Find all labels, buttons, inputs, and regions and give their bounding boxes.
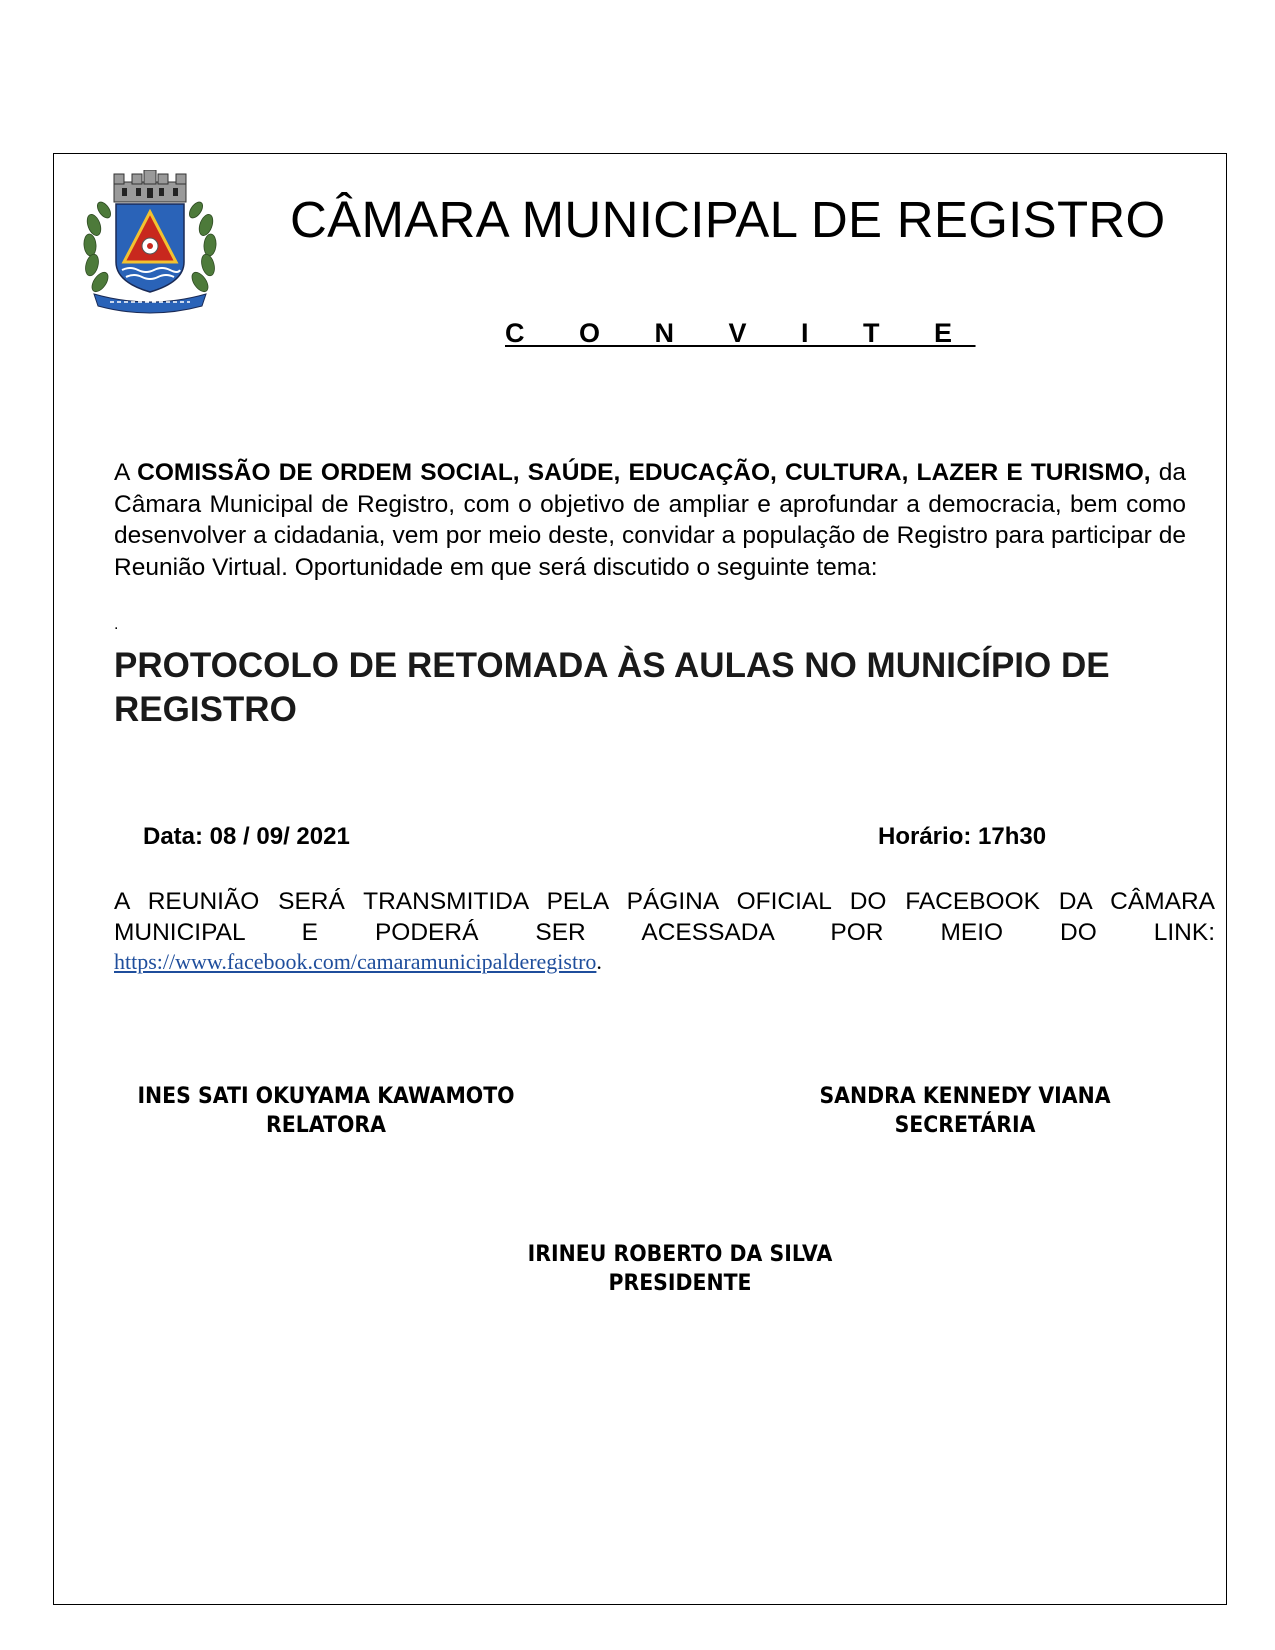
invitation-paragraph — [114, 457, 1186, 583]
page-title: CÂMARA MUNICIPAL DE REGISTRO — [290, 191, 1166, 248]
signatory-role: PRESIDENTE — [608, 1271, 752, 1296]
signature-block-relatora — [121, 1082, 530, 1140]
municipal-coat-of-arms-icon — [80, 170, 220, 315]
signatory-name: IRINEU ROBERTO DA SILVA — [527, 1242, 833, 1267]
link-line — [114, 948, 602, 976]
signature-block-secretaria — [802, 1082, 1128, 1140]
intro-body: da Câmara Municipal de Registro, com o objetivo de ampliar e aprofundar a democracia, bem como desenvolver a cidadania, vem por meio deste, convidar a população de Registro para participar de Reunião Virtual. Oportunidade em que será discutido o seguinte tema: — [114, 459, 1187, 581]
separator-dot: . — [114, 616, 119, 633]
link-end: . — [596, 949, 602, 974]
signatory-name: SANDRA KENNEDY VIANA — [819, 1084, 1111, 1109]
facebook-link[interactable]: https://www.facebook.com/camaramunicipalderegistro — [114, 949, 597, 974]
signatory-role: RELATORA — [266, 1113, 386, 1138]
broadcast-notice: A REUNIÃO SERÁ TRANSMITIDA PELA PÁGINA OFICIAL DO FACEBOOK DA CÂMARA MUNICIPAL E PODERÁ SER ACESSADA POR MEIO DO LINK: — [114, 888, 1215, 946]
meeting-date: Data: 08 / 09/ 2021 — [143, 823, 350, 850]
meeting-theme: PROTOCOLO DE RETOMADA ÀS AULAS NO MUNICÍPIO DE REGISTRO — [114, 646, 1110, 729]
document-border — [53, 153, 1227, 1605]
committee-name: COMISSÃO DE ORDEM SOCIAL, SAÚDE, EDUCAÇÃO, CULTURA, LAZER E TURISMO, — [137, 459, 1151, 486]
intro-lead: A — [114, 459, 138, 486]
signatory-role: SECRETÁRIA — [894, 1113, 1036, 1138]
signatory-name: INES SATI OKUYAMA KAWAMOTO — [137, 1084, 515, 1109]
meeting-time: Horário: 17h30 — [878, 823, 1047, 850]
signature-block-presidente — [513, 1240, 848, 1298]
document-type-heading: C O N V I T E — [505, 318, 976, 348]
